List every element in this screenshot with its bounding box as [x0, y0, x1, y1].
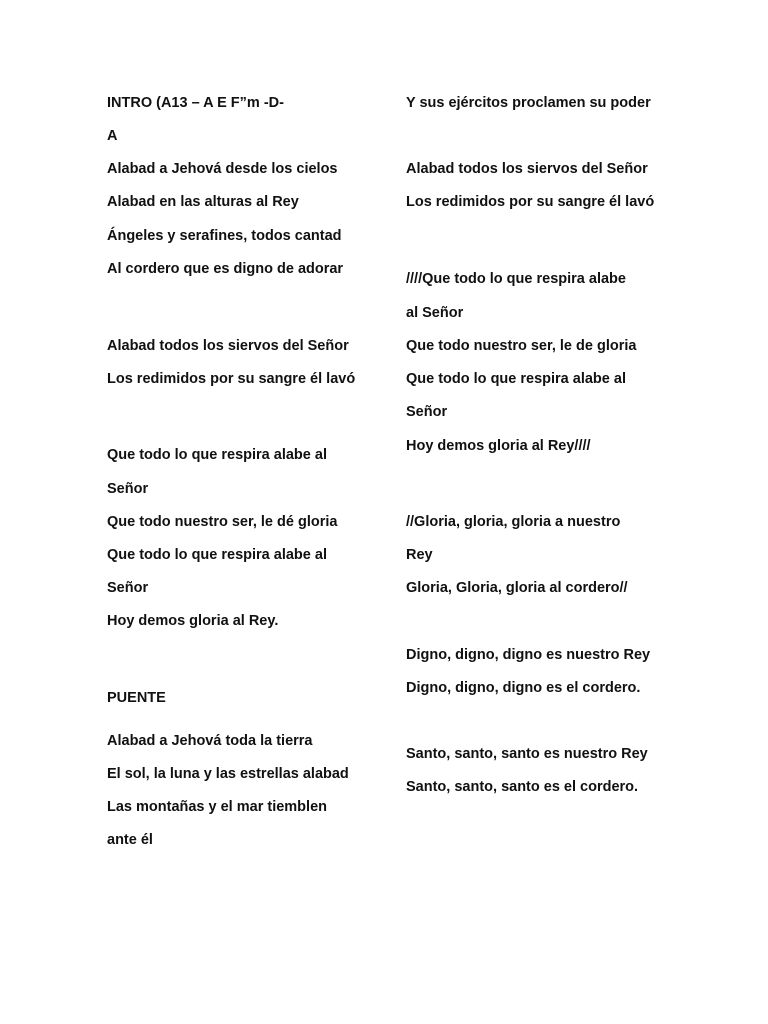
- section-heading-puente: PUENTE: [107, 690, 166, 706]
- lyric-line: Digno, digno, digno es nuestro Rey: [406, 647, 651, 663]
- lyric-line: Alabad todos los siervos del Señor: [107, 338, 349, 354]
- lyric-line: El sol, la luna y las estrellas alabad: [107, 766, 349, 782]
- lyric-line: Los redimidos por su sangre él lavó: [406, 194, 655, 210]
- lyric-line: Que todo lo que respira alabe al: [406, 371, 626, 387]
- lyric-line: Santo, santo, santo es nuestro Rey: [406, 746, 648, 762]
- lyric-line: Hoy demos gloria al Rey////: [406, 438, 591, 454]
- lyric-line: Gloria, Gloria, gloria al cordero//: [406, 580, 628, 596]
- lyric-line: Los redimidos por su sangre él lavó: [107, 371, 356, 387]
- lyric-line: Señor: [107, 481, 149, 497]
- lyric-line: Que todo nuestro ser, le de gloria: [406, 338, 637, 354]
- lyric-line: al Señor: [406, 305, 464, 321]
- intro-chord-a: A: [107, 128, 118, 144]
- lyric-line: Digno, digno, digno es el cordero.: [406, 680, 641, 696]
- lyric-line: Que todo lo que respira alabe al: [107, 547, 327, 563]
- lyric-line: Señor: [406, 404, 448, 420]
- lyric-line: Santo, santo, santo es el cordero.: [406, 779, 639, 795]
- lyric-line: Que todo lo que respira alabe al: [107, 447, 327, 463]
- intro-chords: INTRO (A13 – A E F”m -D-: [107, 95, 284, 111]
- lyric-line: ////Que todo lo que respira alabe: [406, 271, 626, 287]
- lyric-line: Que todo nuestro ser, le dé gloria: [107, 514, 338, 530]
- lyric-line: Las montañas y el mar tiemblen: [107, 799, 327, 815]
- lyric-line: Señor: [107, 580, 149, 596]
- lyric-line: Alabad en las alturas al Rey: [107, 194, 299, 210]
- lyric-line: Rey: [406, 547, 433, 563]
- lyric-line: ante él: [107, 832, 153, 848]
- lyric-line: Alabad a Jehová desde los cielos: [107, 161, 338, 177]
- lyric-line: Alabad todos los siervos del Señor: [406, 161, 648, 177]
- lyric-line: //Gloria, gloria, gloria a nuestro: [406, 514, 621, 530]
- lyric-line: Alabad a Jehová toda la tierra: [107, 733, 313, 749]
- lyric-line: Hoy demos gloria al Rey.: [107, 613, 279, 629]
- lyric-line: Ángeles y serafines, todos cantad: [107, 228, 342, 244]
- lyric-line: Y sus ejércitos proclamen su poder: [406, 95, 651, 111]
- lyric-line: Al cordero que es digno de adorar: [107, 261, 344, 277]
